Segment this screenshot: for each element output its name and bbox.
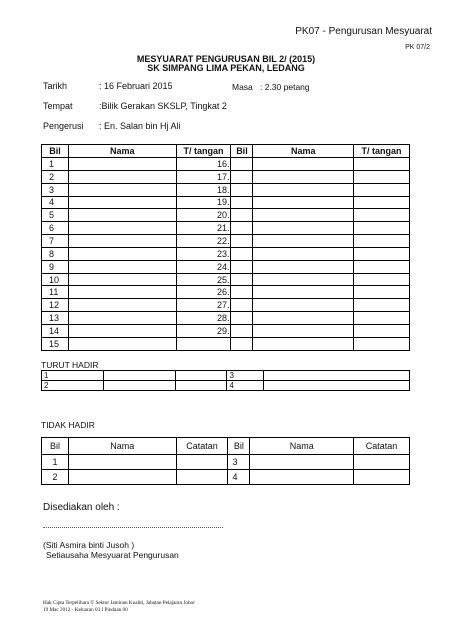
empty-cell <box>231 196 253 209</box>
name-cell[interactable] <box>250 470 354 485</box>
empty-cell <box>231 299 253 312</box>
row-number: 10 <box>42 273 69 286</box>
table-row <box>42 247 410 260</box>
name-cell[interactable] <box>264 371 410 381</box>
signature-cell[interactable]: 28. <box>176 312 231 325</box>
signature-cell[interactable] <box>354 170 410 183</box>
col-header-bil: Bil <box>42 145 69 158</box>
name-cell[interactable] <box>253 247 354 260</box>
empty-cell <box>231 273 253 286</box>
remark-cell[interactable] <box>176 470 228 485</box>
name-cell[interactable] <box>253 183 354 196</box>
tarikh-label: Tarikh <box>43 81 68 91</box>
table-row <box>42 371 410 381</box>
turut-hadir-label: TURUT HADIR <box>41 360 99 370</box>
col-header-nama: Nama <box>68 438 176 455</box>
table-row <box>42 273 410 286</box>
name-cell[interactable] <box>250 455 354 470</box>
signatory-role: Setiausaha Mesyuarat Pengurusan <box>46 550 179 560</box>
signature-cell[interactable] <box>354 247 410 260</box>
table-row <box>42 381 410 391</box>
name-cell[interactable] <box>253 209 354 222</box>
col-header-bil-2: Bil <box>228 438 250 455</box>
empty-cell <box>231 222 253 235</box>
name-cell[interactable] <box>68 183 176 196</box>
signature-cell[interactable]: 19. <box>176 196 231 209</box>
masa-value: : 2.30 petang <box>260 82 310 92</box>
signature-cell[interactable] <box>354 235 410 248</box>
signature-cell[interactable]: 27. <box>176 299 231 312</box>
document-code: PK 07/2 <box>405 44 430 51</box>
name-cell[interactable] <box>253 299 354 312</box>
signature-cell[interactable] <box>354 158 410 171</box>
table-row <box>42 324 410 337</box>
col-header-catatan-2: Catatan <box>354 438 410 455</box>
signature-cell[interactable] <box>354 222 410 235</box>
col-header-nama-2: Nama <box>253 145 354 158</box>
empty-cell <box>175 371 227 381</box>
col-header-catatan: Catatan <box>176 438 228 455</box>
col-header-nama-2: Nama <box>250 438 354 455</box>
name-cell[interactable] <box>253 235 354 248</box>
row-number: 11 <box>42 286 69 299</box>
row-number: 2 <box>42 470 69 485</box>
attendance-header-row <box>42 145 410 158</box>
name-cell[interactable] <box>253 170 354 183</box>
row-number: 5 <box>42 209 69 222</box>
masa-label: Masa <box>232 82 253 92</box>
signature-cell[interactable] <box>354 260 410 273</box>
name-cell[interactable] <box>68 196 176 209</box>
signature-cell[interactable] <box>354 273 410 286</box>
signature-line[interactable] <box>43 527 223 528</box>
pengerusi-value: : En. Salan bin Hj Ali <box>99 121 181 131</box>
name-cell[interactable] <box>103 371 175 381</box>
pengerusi-label: Pengerusi <box>43 121 84 131</box>
table-row <box>42 170 410 183</box>
name-cell[interactable] <box>68 222 176 235</box>
signature-cell[interactable]: 23. <box>176 247 231 260</box>
table-row <box>42 299 410 312</box>
signature-cell[interactable]: 24. <box>176 260 231 273</box>
copyright-footer: Hak Cipta Terpelihara © Sektor Jaminan Kualiti, Jabatan Pelajaran Johor <box>43 600 195 606</box>
tempat-label: Tempat <box>43 101 73 111</box>
table-row <box>42 222 410 235</box>
turut-hadir-table <box>41 370 410 391</box>
name-cell[interactable] <box>68 273 176 286</box>
row-number: 3 <box>228 455 250 470</box>
name-cell[interactable] <box>68 299 176 312</box>
remark-cell[interactable] <box>354 455 410 470</box>
name-cell[interactable] <box>68 170 176 183</box>
signature-cell[interactable] <box>354 299 410 312</box>
table-row <box>42 235 410 248</box>
row-number: 2 <box>42 170 69 183</box>
name-cell[interactable] <box>68 470 176 485</box>
row-number: 4 <box>42 196 69 209</box>
name-cell[interactable] <box>253 158 354 171</box>
tarikh-value: : 16 Februari 2015 <box>99 81 173 91</box>
name-cell[interactable] <box>68 286 176 299</box>
signature-cell[interactable]: 21. <box>176 222 231 235</box>
empty-cell <box>231 235 253 248</box>
row-number: 1 <box>42 158 69 171</box>
name-cell[interactable] <box>68 260 176 273</box>
table-row <box>42 312 410 325</box>
table-row <box>42 470 410 485</box>
name-cell[interactable] <box>253 324 354 337</box>
empty-cell <box>231 260 253 273</box>
table-row <box>42 196 410 209</box>
empty-cell <box>231 170 253 183</box>
empty-cell <box>231 247 253 260</box>
document-header: PK07 - Pengurusan Mesyuarat <box>295 26 432 37</box>
revision-footer: 19 Mac 2012 - Keluaran 03 I Pindaan 00 <box>43 607 128 613</box>
name-cell[interactable] <box>68 209 176 222</box>
table-row <box>42 286 410 299</box>
name-cell[interactable] <box>103 381 175 391</box>
col-header-bil: Bil <box>42 438 69 455</box>
name-cell[interactable] <box>68 324 176 337</box>
tidak-hadir-label: TIDAK HADIR <box>41 420 95 430</box>
name-cell[interactable] <box>253 196 354 209</box>
row-number: 9 <box>42 260 69 273</box>
empty-cell <box>231 286 253 299</box>
signature-cell[interactable] <box>354 337 410 350</box>
table-row <box>42 337 410 350</box>
tempat-value: :Bilik Gerakan SKSLP, Tingkat 2 <box>99 101 227 111</box>
row-number: 1 <box>42 371 104 381</box>
row-number: 13 <box>42 312 69 325</box>
signature-cell[interactable]: 18. <box>176 183 231 196</box>
col-header-tandatangan: T/ tangan <box>176 145 231 158</box>
signature-cell[interactable] <box>354 196 410 209</box>
row-number: 3 <box>227 371 264 381</box>
attendance-table <box>41 144 410 351</box>
remark-cell[interactable] <box>176 455 228 470</box>
col-header-tandatangan-2: T/ tangan <box>354 145 410 158</box>
signature-cell[interactable]: 16. <box>176 158 231 171</box>
row-number: 4 <box>227 381 264 391</box>
tidak-hadir-header-row <box>42 438 410 455</box>
tidak-hadir-table <box>41 437 410 485</box>
table-row <box>42 183 410 196</box>
name-cell[interactable] <box>253 337 354 350</box>
signature-cell[interactable]: 29. <box>176 324 231 337</box>
name-cell[interactable] <box>253 260 354 273</box>
name-cell[interactable] <box>253 273 354 286</box>
meeting-title: MESYUARAT PENGURUSAN BIL 2/ (2015) <box>136 54 316 64</box>
empty-cell <box>231 312 253 325</box>
empty-cell <box>231 324 253 337</box>
row-number: 7 <box>42 235 69 248</box>
empty-cell <box>231 337 253 350</box>
signature-cell[interactable]: 22. <box>176 235 231 248</box>
row-number: 15 <box>42 337 69 350</box>
row-number: 1 <box>42 455 69 470</box>
name-cell[interactable] <box>68 235 176 248</box>
table-row <box>42 260 410 273</box>
signatory-name: (Siti Asmira binti Jusoh ) <box>43 540 135 550</box>
school-name: SK SIMPANG LIMA PEKAN, LEDANG <box>147 63 305 73</box>
name-cell[interactable] <box>68 247 176 260</box>
signature-cell[interactable] <box>354 286 410 299</box>
table-row <box>42 209 410 222</box>
row-number: 3 <box>42 183 69 196</box>
row-number: 8 <box>42 247 69 260</box>
row-number: 6 <box>42 222 69 235</box>
row-number: 2 <box>42 381 104 391</box>
name-cell[interactable] <box>68 337 176 350</box>
empty-cell <box>231 183 253 196</box>
signature-cell[interactable]: 26. <box>176 286 231 299</box>
col-header-nama: Nama <box>68 145 176 158</box>
row-number: 12 <box>42 299 69 312</box>
table-row <box>42 455 410 470</box>
name-cell[interactable] <box>264 381 410 391</box>
empty-cell <box>175 381 227 391</box>
name-cell[interactable] <box>253 312 354 325</box>
empty-cell <box>231 209 253 222</box>
signature-cell[interactable] <box>354 183 410 196</box>
table-row <box>42 158 410 171</box>
prepared-by-label: Disediakan oleh : <box>43 502 120 513</box>
remark-cell[interactable] <box>354 470 410 485</box>
name-cell[interactable] <box>68 158 176 171</box>
signature-cell[interactable] <box>354 312 410 325</box>
signature-cell[interactable]: 20. <box>176 209 231 222</box>
empty-cell <box>231 158 253 171</box>
name-cell[interactable] <box>253 286 354 299</box>
signature-cell[interactable] <box>354 209 410 222</box>
signature-cell[interactable]: 25. <box>176 273 231 286</box>
name-cell[interactable] <box>68 312 176 325</box>
row-number: 4 <box>228 470 250 485</box>
signature-cell[interactable]: 17. <box>176 170 231 183</box>
col-header-bil-2: Bil <box>231 145 253 158</box>
signature-cell[interactable] <box>176 337 231 350</box>
name-cell[interactable] <box>253 222 354 235</box>
signature-cell[interactable] <box>354 324 410 337</box>
row-number: 14 <box>42 324 69 337</box>
name-cell[interactable] <box>68 455 176 470</box>
